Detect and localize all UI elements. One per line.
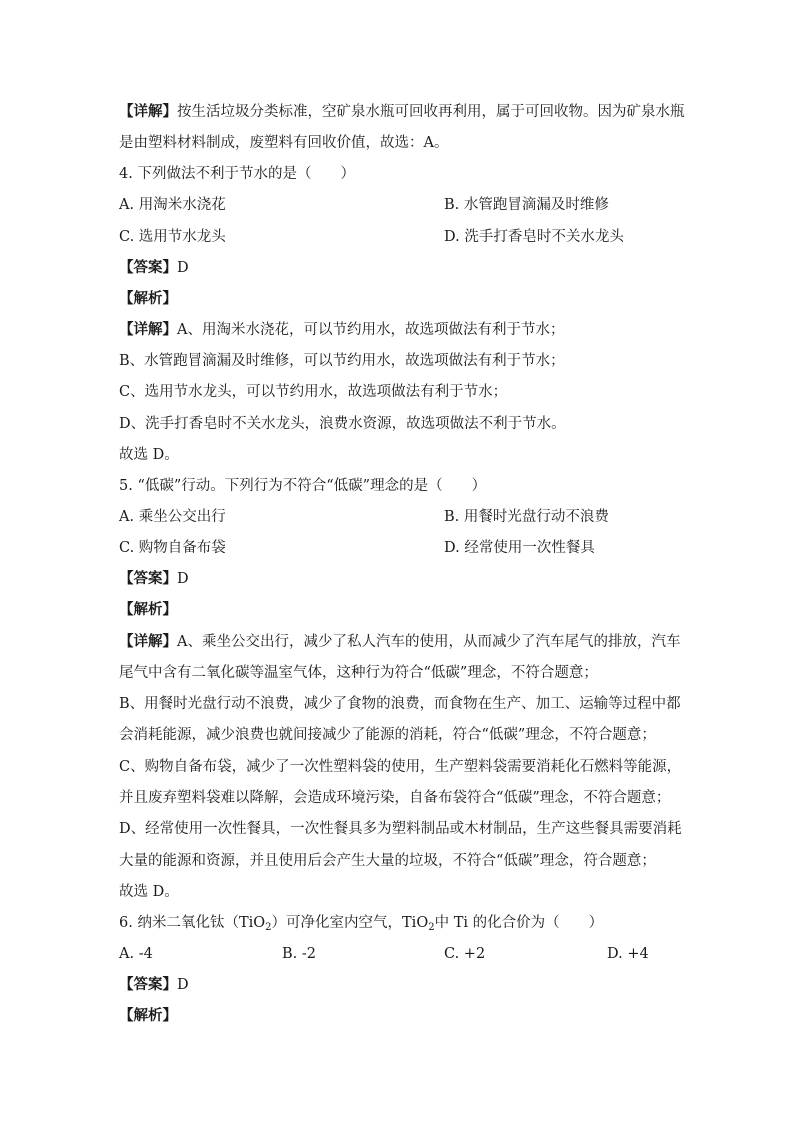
q4-option-c: C. 选用节水龙头 [119, 229, 226, 245]
q5-conclusion: 故选 D。 [119, 884, 179, 900]
q4-detail-text-1: A、用淘米水浇花，可以节约用水，故选项做法有利于节水； [177, 322, 565, 338]
q5-detail-line-4: 会消耗能源，减少浪费也就间接减少了能源的消耗，符合“低碳”理念，不符合题意； [119, 727, 656, 743]
q6-analysis-tag [119, 1006, 177, 1026]
analysis-tag: 【解析】 [119, 1008, 177, 1024]
q6-option-b: B. -2 [282, 946, 316, 962]
q6-answer: D [177, 977, 189, 993]
answer-tag: 【答案】 [119, 571, 177, 587]
q6-subscript-1: 2 [265, 922, 272, 933]
q5-detail-line-3: B、用餐时光盘行动不浪费，减少了食物的浪费，而食物在生产、加工、运输等过程中都 [119, 696, 681, 712]
q5-option-d: D. 经常使用一次性餐具 [444, 540, 595, 556]
q3-detail-line-2: 是由塑料材料制成，废塑料有回收价值，故选：A。 [119, 135, 449, 151]
q5-analysis-tag [119, 600, 177, 620]
q4-answer-line [119, 258, 189, 278]
q4-option-a: A. 用淘米水浇花 [119, 197, 226, 213]
q5-answer: D [177, 571, 189, 587]
answer-tag: 【答案】 [119, 260, 177, 276]
q5-detail-line-8: 大量的能源和资源，并且使用后会产生大量的垃圾，不符合“低碳”理念，符合题意； [119, 853, 656, 869]
q4-stem: 4. 下列做法不利于节水的是（ ） [119, 166, 355, 182]
q5-option-b: B. 用餐时光盘行动不浪费 [444, 509, 609, 525]
q6-stem-part-3: 中 Ti 的化合价为（ ） [434, 915, 604, 931]
q4-detail-line-4: D、洗手打香皂时不关水龙头，浪费水资源，故选项做法不利于节水。 [119, 416, 566, 432]
q5-detail-text-1: A、乘坐公交出行，减少了私人汽车的使用，从而减少了汽车尾气的排放，汽车 [177, 634, 681, 650]
q5-detail-line-1 [119, 632, 680, 652]
q4-detail-line-2: B、水管跑冒滴漏及时维修，可以节约用水，故选项做法有利于节水； [119, 353, 565, 369]
q4-answer: D [177, 260, 189, 276]
q5-answer-line [119, 569, 189, 589]
q6-option-a: A. -4 [119, 946, 153, 962]
answer-tag: 【答案】 [119, 977, 177, 993]
q4-option-d: D. 洗手打香皂时不关水龙头 [444, 229, 624, 245]
detail-tag: 【详解】 [119, 104, 177, 120]
q6-stem-part-2: ）可净化室内空气，TiO [271, 915, 429, 931]
q5-detail-line-5: C、购物自备布袋，减少了一次性塑料袋的使用，生产塑料袋需要消耗化石燃料等能源， [119, 759, 682, 775]
q5-detail-line-6: 并且废弃塑料袋难以降解，会造成环境污染，自备布袋符合“低碳”理念，不符合题意； [119, 790, 671, 806]
q4-analysis-tag [119, 289, 177, 309]
q6-stem [119, 913, 603, 938]
q4-option-b: B. 水管跑冒滴漏及时维修 [444, 197, 609, 213]
q3-detail-line-1 [119, 102, 685, 122]
detail-tag: 【详解】 [119, 322, 177, 338]
q6-stem-part-1: 6. 纳米二氧化钛（TiO [119, 915, 266, 931]
q6-subscript-2: 2 [428, 922, 435, 933]
analysis-tag: 【解析】 [119, 602, 177, 618]
q6-option-d: D. +4 [607, 946, 649, 962]
q6-answer-line [119, 975, 189, 995]
q6-option-c: C. +2 [444, 946, 486, 962]
detail-tag: 【详解】 [119, 634, 177, 650]
q5-stem: 5. “低碳”行动。下列行为不符合“低碳”理念的是（ ） [119, 478, 487, 494]
q5-detail-line-2: 尾气中含有二氧化碳等温室气体，这种行为符合“低碳”理念，不符合题意； [119, 665, 598, 681]
q3-detail-text-1: 按生活垃圾分类标准，空矿泉水瓶可回收再利用，属于可回收物。因为矿泉水瓶 [177, 104, 685, 120]
q4-detail-line-1 [119, 320, 564, 340]
q5-detail-line-7: D、经常使用一次性餐具，一次性餐具多为塑料制品或木材制品，生产这些餐具需要消耗 [119, 821, 682, 837]
analysis-tag: 【解析】 [119, 291, 177, 307]
q4-conclusion: 故选 D。 [119, 447, 179, 463]
q5-option-c: C. 购物自备布袋 [119, 540, 226, 556]
q4-detail-line-3: C、选用节水龙头，可以节约用水，故选项做法有利于节水； [119, 384, 508, 400]
q5-option-a: A. 乘坐公交出行 [119, 509, 226, 525]
